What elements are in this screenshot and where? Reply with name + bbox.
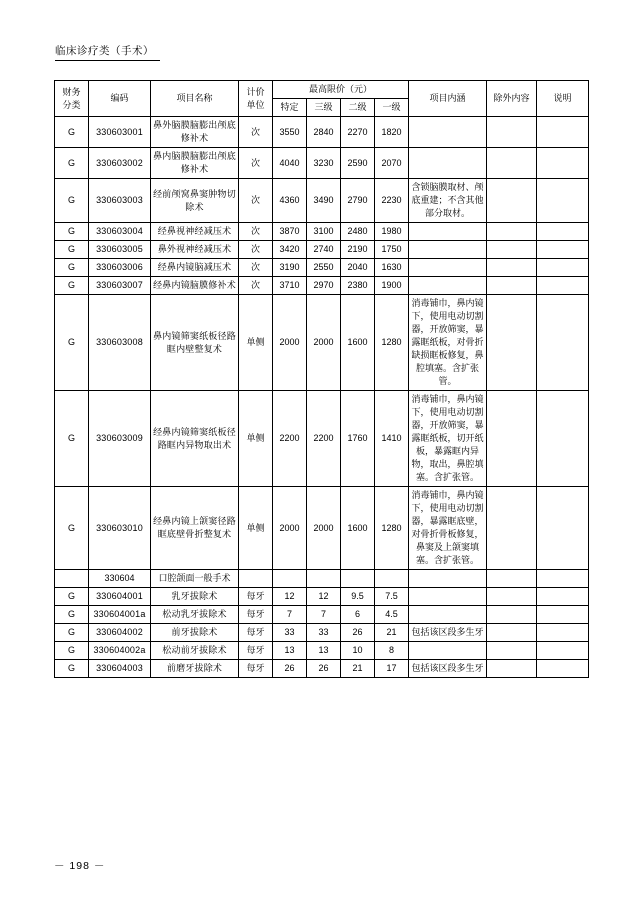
cell-price-three: 3230 [307, 148, 341, 179]
cell-price-two: 2590 [341, 148, 375, 179]
table-row [55, 179, 589, 223]
cell-connotation: 包括该区段多生牙 [409, 660, 487, 678]
cell-connotation [409, 277, 487, 295]
cell-price-fixed: 3870 [273, 223, 307, 241]
cell-exclusion [487, 391, 537, 487]
header-underline [55, 60, 160, 61]
cell-price-three: 26 [307, 660, 341, 678]
cell-class: G [55, 624, 89, 642]
cell-code: 330604 [89, 570, 151, 588]
cell-note [537, 259, 589, 277]
cell-note [537, 642, 589, 660]
section-header: 临床诊疗类（手术） [55, 45, 154, 57]
cell-class: G [55, 223, 89, 241]
cell-exclusion [487, 295, 537, 391]
cell-unit: 单侧 [239, 295, 273, 391]
cell-class: G [55, 179, 89, 223]
header-class [55, 81, 89, 117]
cell-price-two: 21 [341, 660, 375, 678]
cell-price-fixed: 3420 [273, 241, 307, 259]
cell-note [537, 241, 589, 259]
cell-name: 经鼻内镜上颌窦径路眶底壁骨折整复术 [151, 487, 239, 570]
header-unit-line1: 计价 [246, 86, 265, 97]
cell-price-three: 3490 [307, 179, 341, 223]
cell-price-one: 1820 [375, 117, 409, 148]
cell-price-three: 2840 [307, 117, 341, 148]
cell-price-one [375, 570, 409, 588]
cell-connotation [409, 223, 487, 241]
table-row [55, 588, 589, 606]
header-class-line2: 分类 [62, 99, 81, 110]
header-price-one: 一级 [375, 99, 409, 117]
cell-note [537, 606, 589, 624]
cell-exclusion [487, 259, 537, 277]
cell-price-two: 2480 [341, 223, 375, 241]
cell-price-two: 2270 [341, 117, 375, 148]
cell-unit: 每牙 [239, 606, 273, 624]
cell-price-one: 4.5 [375, 606, 409, 624]
cell-price-two: 2040 [341, 259, 375, 277]
header-price-fixed: 特定 [273, 99, 307, 117]
cell-price-fixed: 2000 [273, 295, 307, 391]
cell-code: 330604002 [89, 624, 151, 642]
cell-exclusion [487, 487, 537, 570]
cell-price-two: 9.5 [341, 588, 375, 606]
cell-name: 鼻内脑膜脑膨出颅底修补术 [151, 148, 239, 179]
cell-note [537, 295, 589, 391]
cell-class: G [55, 487, 89, 570]
table-row [55, 642, 589, 660]
cell-price-fixed: 26 [273, 660, 307, 678]
table-row [55, 570, 589, 588]
cell-unit: 次 [239, 179, 273, 223]
cell-connotation [409, 606, 487, 624]
cell-name: 前磨牙拔除术 [151, 660, 239, 678]
cell-note [537, 487, 589, 570]
cell-code: 330603002 [89, 148, 151, 179]
cell-price-two: 10 [341, 642, 375, 660]
cell-price-two: 1600 [341, 295, 375, 391]
cell-note [537, 570, 589, 588]
cell-class: G [55, 259, 89, 277]
cell-price-fixed: 2200 [273, 391, 307, 487]
cell-unit: 次 [239, 117, 273, 148]
cell-name: 鼻内镜筛窦纸板径路眶内壁整复术 [151, 295, 239, 391]
cell-price-fixed: 3550 [273, 117, 307, 148]
cell-exclusion [487, 241, 537, 259]
cell-unit: 次 [239, 277, 273, 295]
cell-price-fixed: 3190 [273, 259, 307, 277]
cell-price-fixed [273, 570, 307, 588]
cell-exclusion [487, 223, 537, 241]
page-number: － 198 － [54, 860, 106, 872]
cell-class: G [55, 241, 89, 259]
table-row [55, 295, 589, 391]
cell-name: 鼻外脑膜脑膨出颅底修补术 [151, 117, 239, 148]
header-price-three: 三级 [307, 99, 341, 117]
cell-name: 前牙拔除术 [151, 624, 239, 642]
cell-price-three: 2740 [307, 241, 341, 259]
cell-class: G [55, 642, 89, 660]
cell-exclusion [487, 624, 537, 642]
cell-name: 口腔颌面一般手术 [151, 570, 239, 588]
cell-class: G [55, 391, 89, 487]
cell-note [537, 223, 589, 241]
cell-price-fixed: 12 [273, 588, 307, 606]
cell-price-one: 1980 [375, 223, 409, 241]
cell-name: 松动乳牙拔除术 [151, 606, 239, 624]
cell-price-two: 1600 [341, 487, 375, 570]
cell-price-three: 2550 [307, 259, 341, 277]
cell-price-one: 17 [375, 660, 409, 678]
cell-class: G [55, 295, 89, 391]
cell-note [537, 588, 589, 606]
cell-price-one: 2070 [375, 148, 409, 179]
cell-unit: 单侧 [239, 487, 273, 570]
cell-price-one: 1750 [375, 241, 409, 259]
cell-price-fixed: 4360 [273, 179, 307, 223]
cell-class: G [55, 606, 89, 624]
cell-connotation [409, 642, 487, 660]
table-body [55, 117, 589, 678]
cell-connotation [409, 570, 487, 588]
cell-note [537, 277, 589, 295]
cell-class: G [55, 148, 89, 179]
cell-code: 330604002a [89, 642, 151, 660]
cell-price-three: 13 [307, 642, 341, 660]
cell-price-one: 21 [375, 624, 409, 642]
cell-code: 330604001 [89, 588, 151, 606]
header-exclusion: 除外内容 [487, 81, 537, 117]
cell-connotation: 消毒铺巾，鼻内镜下，使用电动切割器，暴露眶底壁，对骨折骨板修复，鼻窦及上颌窦填塞。含扩张管。 [409, 487, 487, 570]
cell-price-one: 1410 [375, 391, 409, 487]
header-class-line1: 财务 [62, 86, 81, 97]
cell-price-one: 7.5 [375, 588, 409, 606]
cell-price-two: 2190 [341, 241, 375, 259]
cell-exclusion [487, 660, 537, 678]
cell-class: G [55, 117, 89, 148]
header-connotation: 项目内涵 [409, 81, 487, 117]
cell-unit: 每牙 [239, 588, 273, 606]
cell-exclusion [487, 148, 537, 179]
header-unit-line2: 单位 [246, 99, 265, 110]
header-price-two: 二级 [341, 99, 375, 117]
cell-name: 经鼻内镜筛窦纸板径路眶内异物取出术 [151, 391, 239, 487]
table-row [55, 487, 589, 570]
cell-code: 330603003 [89, 179, 151, 223]
cell-class: G [55, 660, 89, 678]
cell-price-one: 1630 [375, 259, 409, 277]
cell-price-one: 1280 [375, 487, 409, 570]
cell-code: 330603010 [89, 487, 151, 570]
cell-code: 330603009 [89, 391, 151, 487]
cell-code: 330604001a [89, 606, 151, 624]
cell-connotation: 消毒铺巾，鼻内镜下，使用电动切割器，开放筛窦，暴露眶纸板，切开纸板，暴露眶内异物，取出，鼻腔填塞。含扩张管。 [409, 391, 487, 487]
header-unit [239, 81, 273, 117]
table-header-row [55, 81, 589, 99]
cell-price-three: 2000 [307, 295, 341, 391]
cell-class: G [55, 588, 89, 606]
cell-code: 330603008 [89, 295, 151, 391]
cell-class [55, 570, 89, 588]
cell-connotation: 含锁脑膜取材、颅底重建；不含其他部分取材。 [409, 179, 487, 223]
table-row [55, 606, 589, 624]
price-table [54, 80, 589, 678]
cell-class: G [55, 277, 89, 295]
cell-connotation: 包括该区段多生牙 [409, 624, 487, 642]
cell-price-three: 2970 [307, 277, 341, 295]
cell-unit: 每牙 [239, 660, 273, 678]
cell-connotation [409, 588, 487, 606]
header-code: 编码 [89, 81, 151, 117]
cell-unit: 次 [239, 259, 273, 277]
header-price-group: 最高限价（元） [273, 81, 409, 99]
cell-unit: 次 [239, 241, 273, 259]
cell-note [537, 148, 589, 179]
cell-price-three: 2200 [307, 391, 341, 487]
cell-price-two: 1760 [341, 391, 375, 487]
cell-connotation [409, 259, 487, 277]
cell-unit [239, 570, 273, 588]
cell-name: 经鼻视神经减压术 [151, 223, 239, 241]
cell-note [537, 117, 589, 148]
cell-name: 松动前牙拔除术 [151, 642, 239, 660]
cell-price-three: 2000 [307, 487, 341, 570]
cell-name: 经鼻内镜脑膜修补术 [151, 277, 239, 295]
cell-unit: 每牙 [239, 624, 273, 642]
cell-exclusion [487, 179, 537, 223]
cell-price-fixed: 13 [273, 642, 307, 660]
table-row [55, 660, 589, 678]
cell-connotation [409, 117, 487, 148]
cell-price-two: 26 [341, 624, 375, 642]
cell-price-fixed: 33 [273, 624, 307, 642]
cell-code: 330604003 [89, 660, 151, 678]
cell-code: 330603005 [89, 241, 151, 259]
cell-price-one: 1280 [375, 295, 409, 391]
cell-name: 乳牙拔除术 [151, 588, 239, 606]
cell-name: 经鼻内镜脑减压术 [151, 259, 239, 277]
cell-note [537, 391, 589, 487]
table-row [55, 259, 589, 277]
cell-note [537, 179, 589, 223]
cell-note [537, 660, 589, 678]
cell-price-fixed: 4040 [273, 148, 307, 179]
table-row [55, 277, 589, 295]
cell-price-two: 6 [341, 606, 375, 624]
cell-price-fixed: 7 [273, 606, 307, 624]
header-note: 说明 [537, 81, 589, 117]
cell-code: 330603007 [89, 277, 151, 295]
table-row [55, 117, 589, 148]
cell-exclusion [487, 606, 537, 624]
cell-note [537, 624, 589, 642]
cell-exclusion [487, 117, 537, 148]
cell-price-three: 12 [307, 588, 341, 606]
cell-price-one: 2230 [375, 179, 409, 223]
cell-price-three: 3100 [307, 223, 341, 241]
table-row [55, 148, 589, 179]
cell-price-one: 8 [375, 642, 409, 660]
cell-exclusion [487, 277, 537, 295]
cell-exclusion [487, 588, 537, 606]
cell-price-three [307, 570, 341, 588]
cell-connotation: 消毒铺巾，鼻内镜下，使用电动切割器，开放筛窦，暴露眶纸板，对骨折缺损眶板修复，鼻腔填塞。含扩张管。 [409, 295, 487, 391]
cell-price-two: 2790 [341, 179, 375, 223]
cell-exclusion [487, 642, 537, 660]
cell-name: 鼻外视神经减压术 [151, 241, 239, 259]
cell-connotation [409, 148, 487, 179]
table-row [55, 391, 589, 487]
table-row [55, 624, 589, 642]
cell-price-fixed: 3710 [273, 277, 307, 295]
cell-price-three: 33 [307, 624, 341, 642]
table-row [55, 223, 589, 241]
cell-name: 经前颅窝鼻窦肿物切除术 [151, 179, 239, 223]
cell-connotation [409, 241, 487, 259]
cell-price-three: 7 [307, 606, 341, 624]
cell-price-two [341, 570, 375, 588]
cell-price-fixed: 2000 [273, 487, 307, 570]
cell-code: 330603001 [89, 117, 151, 148]
cell-price-two: 2380 [341, 277, 375, 295]
cell-code: 330603006 [89, 259, 151, 277]
table-row [55, 241, 589, 259]
header-name: 项目名称 [151, 81, 239, 117]
cell-price-one: 1900 [375, 277, 409, 295]
cell-unit: 每牙 [239, 642, 273, 660]
cell-unit: 单侧 [239, 391, 273, 487]
cell-unit: 次 [239, 223, 273, 241]
cell-unit: 次 [239, 148, 273, 179]
cell-exclusion [487, 570, 537, 588]
cell-code: 330603004 [89, 223, 151, 241]
